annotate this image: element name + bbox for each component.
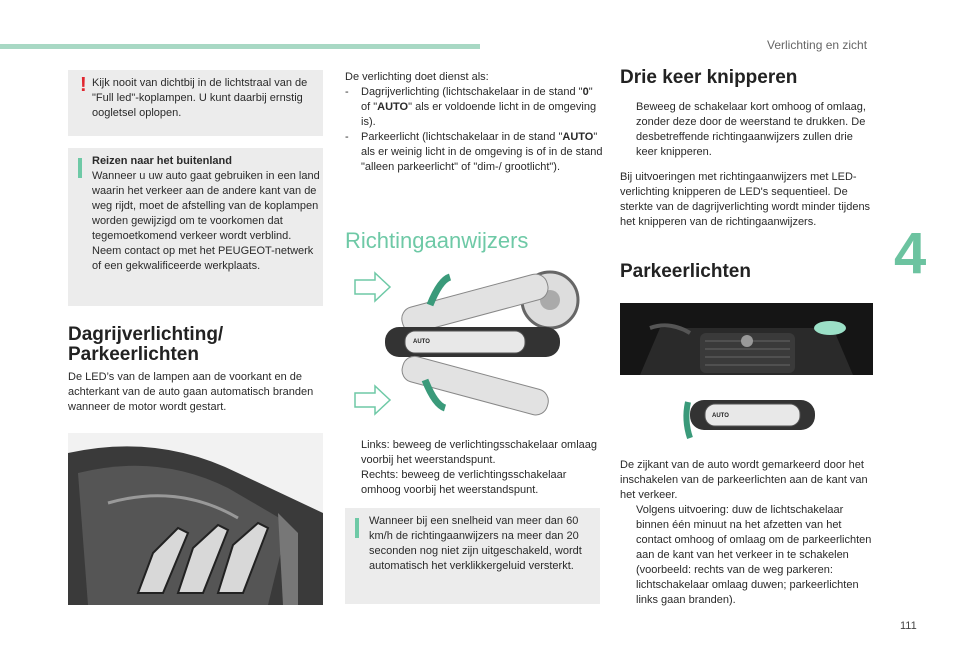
stalk-auto-label: AUTO	[413, 339, 430, 345]
indicator-stalk-image	[345, 265, 600, 425]
info-title: Reizen naar het buitenland	[92, 155, 232, 167]
bullet-icon	[620, 503, 636, 608]
heading-parking-lights: Parkeerlichten	[620, 261, 751, 282]
indicator-left-text: Links: beweeg de verlichtingsschakelaar omlaag voorbij het weerstandspunt.	[361, 439, 598, 466]
heading-drl	[68, 325, 328, 365]
bullet-icon	[345, 468, 361, 498]
item1-text-c: " of "	[361, 86, 593, 113]
indicator-right	[345, 468, 600, 498]
heading-drl-line1: Dagrijverlichting/	[68, 324, 224, 345]
info-icon	[78, 158, 82, 178]
rear-light-image	[68, 433, 323, 605]
parking-text: De zijkant van de auto wordt gemarkeerd door het inschakelen van de parkeerlichten aan de kant van het verkeer.	[620, 459, 868, 501]
parking-item-text: Volgens uitvoering: duw de lichtschakelaar binnen één minuut na het afzetten van het contact omhoog of omlaag om de parkeerlichten aan de kant van het verkeer in te schakelen (voorbeeld: rechts van de weg parkeren: lichtschakelaar omlaag duwen; parkeerlichten links gaan branden).	[636, 504, 872, 606]
section-title: Verlichting en zicht	[767, 38, 868, 52]
info-box-abroad	[68, 148, 323, 306]
item1-text-b: 0	[582, 86, 589, 98]
warning-box	[68, 70, 323, 136]
led-sequential-text: Bij uitvoeringen met richtingaanwijzers met LED-verlichting knipperen de LED's sequentieel. De sterkte van de dagrijverlichting wordt minder tijdens het knipperen van de richtingaanwijzers.	[620, 171, 871, 228]
three-flash-item	[620, 100, 876, 160]
bullet-icon	[620, 100, 636, 160]
lighting-intro: De verlichting doet dienst als:	[345, 71, 489, 83]
rear-light-illustration	[68, 433, 323, 605]
indicator-info-text: Wanneer bij een snelheid van meer dan 60 km/h de richtingaanwijzers na meer dan 20 seconden nog niet zijn uitgeschakeld, wordt automatisch het verklikkergeluid versterkt.	[369, 515, 582, 572]
item1-text-e: " als er voldoende licht in de omgeving is).	[361, 101, 597, 128]
dash-marker: -	[345, 86, 349, 98]
heading-three-flash: Drie keer knipperen	[620, 67, 798, 88]
heading-indicators: Richtingaanwijzers	[345, 228, 529, 253]
parking-stalk-image	[680, 390, 820, 450]
info-icon	[355, 518, 359, 538]
drl-body: De LED’s van de lampen aan de voorkant en de achterkant van de auto gaan automatisch branden wanneer de motor wordt gestart.	[68, 371, 314, 413]
three-flash-text: Beweeg de schakelaar kort omhoog of omlaag, zonder deze door de weerstand te drukken. De desbetreffende richtingaanwijzers zullen drie keer knipperen.	[636, 101, 866, 158]
parking-stalk-auto-label: AUTO	[712, 413, 729, 419]
warning-icon: !	[80, 74, 87, 96]
lighting-item-1	[345, 85, 603, 130]
lighting-item-2	[345, 130, 603, 175]
bullet-icon	[345, 438, 361, 468]
item1-text-a: Dagrijverlichting (lichtschakelaar in de stand "	[361, 86, 583, 98]
warning-text: Kijk nooit van dichtbij in de lichtstraal van de "Full led"-koplampen. U kunt daarbij ernstig oogletsel oplopen.	[92, 77, 308, 119]
parking-stalk-illustration	[680, 390, 820, 450]
header-accent-bar	[0, 44, 480, 49]
item1-text-d: AUTO	[377, 101, 409, 113]
car-front-illustration	[620, 303, 873, 375]
item2-text-a: Parkeerlicht (lichtschakelaar in de stand "	[361, 131, 563, 143]
indicator-right-text: Rechts: beweeg de verlichtingsschakelaar omhoog voorbij het weerstandspunt.	[361, 469, 567, 496]
heading-drl-line2: Parkeerlichten	[68, 344, 199, 365]
dash-marker: -	[345, 131, 349, 143]
car-front-image	[620, 303, 873, 375]
indicator-left	[345, 438, 600, 468]
item2-text-b: AUTO	[562, 131, 594, 143]
info-text-2: Neem contact op met het PEUGEOT-netwerk of een gekwalificeerde werkplaats.	[92, 245, 314, 272]
stalk-illustration	[345, 265, 600, 425]
chapter-number: 4	[894, 221, 927, 286]
info-text: Wanneer u uw auto gaat gebruiken in een land waarin het verkeer aan de andere kant van de weg rijdt, moet de afstelling van de koplampen worden gewijzigd om te voorkomen dat tegemoetkomend verkeer wordt verblind.	[92, 170, 320, 242]
item2-text-c: " als er weinig licht in de omgeving is of in de stand "alleen parkeerlicht" of "dim-/ grootlicht").	[361, 131, 603, 173]
parking-item	[620, 503, 876, 608]
info-box-indicators	[345, 508, 600, 604]
page-number: 111	[900, 620, 917, 632]
